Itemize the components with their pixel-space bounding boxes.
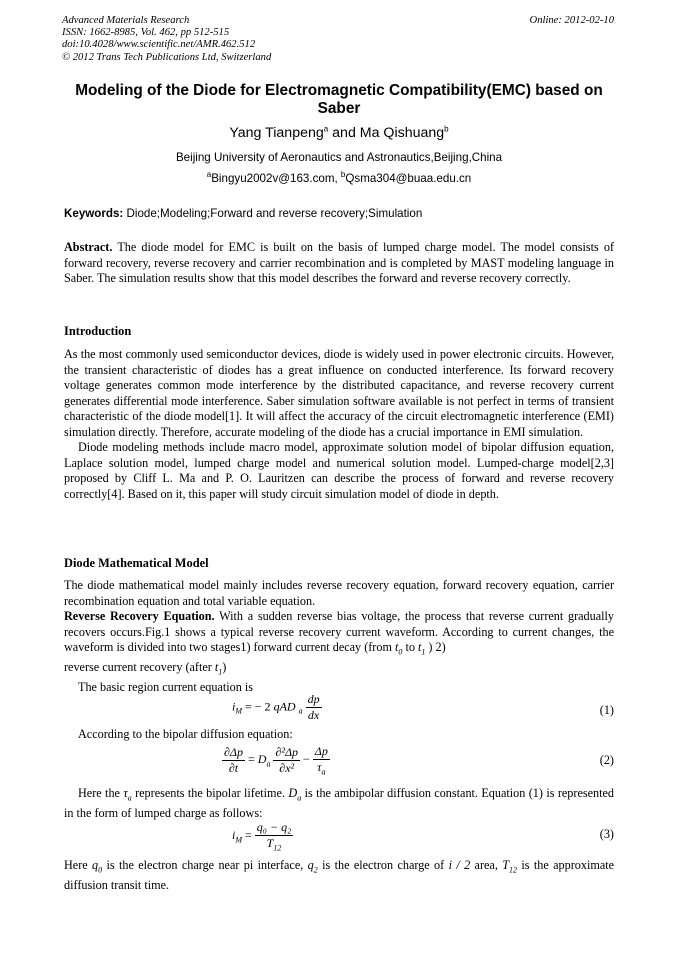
equation-1-number: (1): [599, 703, 614, 717]
eq3-T: T: [266, 836, 274, 850]
T12-sub: 12: [509, 865, 518, 875]
intro-paragraph-1: As the most commonly used semiconductor devices, diode is widely used in power electronic circuits. However, the transient characteristic of diodes has a great influence on conducted interference. Its forward recovery voltage generates common mode interference by the distributed capacitance, and reverse recovery current generates differential mode interference. Saber simulation software available is not perfect in terms of transient characteristic of the diode model[1]. It will affect the accuracy of the circuit electromagnetic interference (EMI) simulation directly. Therefore, accurate modeling of the diode has a crucial importance in EMI simulation.: [64, 347, 614, 439]
q2-symbol: q: [307, 858, 314, 872]
eq1-lhs: i: [232, 699, 236, 714]
email-b-sup: b: [340, 170, 346, 180]
eq2-equals: =: [247, 751, 255, 766]
eq1-qad: qAD: [273, 699, 296, 714]
tau-sub: a: [127, 793, 132, 803]
keywords-text: Diode;Modeling;Forward and reverse recovery;Simulation: [123, 207, 423, 220]
eq2-lhs: [222, 745, 245, 776]
email-a-sup: a: [206, 170, 212, 180]
eq2-rhs-num: Δp: [314, 744, 328, 758]
rre-text: With a sudden reverse bias voltage, the process that reverse current gradually recovers occurs.Fig.1 shows a typical reverse recovery current waveform. According to current changes, the waveform is divided into two stages1) forward current decay (from: [64, 609, 615, 654]
eq2-tau: τ: [317, 760, 322, 774]
eq3-den: [255, 836, 293, 852]
here2-e: is the approximate diffusion transit time.: [64, 858, 615, 892]
eq1-fraction: [306, 692, 322, 723]
keywords-label: Keywords:: [64, 207, 124, 220]
math-paragraph-1: The diode mathematical model mainly includes reverse recovery equation, forward recovery equation, carrier recombination equation and total variable equation.: [64, 578, 614, 608]
line2-text: reverse current recovery (after: [64, 659, 215, 674]
eq1-lhs-sub: M: [235, 706, 243, 716]
eq2-minus: −: [303, 751, 310, 766]
here1-c: is the ambipolar diffusion constant. Equation (1) is represented in the form of lumped charge as follows:: [64, 786, 614, 820]
eq3-T-sub: 12: [273, 843, 282, 853]
abstract-text: The diode model for EMC is built on the basis of lumped charge model. The model consists of forward recovery, reverse recovery and carrier recombination and is completed by MAST modeling language in Saber. The simulation results show that this model describes the forward and reverse recovery correctly.: [64, 240, 614, 285]
bipolar-intro: According to the bipolar diffusion equation:: [78, 727, 293, 741]
T12-symbol: T: [502, 858, 510, 872]
rre-paragraph: [64, 609, 614, 660]
keywords: [64, 207, 422, 220]
intro-paragraph-2: Diode modeling methods include macro model, approximate solution model of bipolar diffusion equation, Laplace solution model, lumped charge model and numerical solution model. Lumped-charge model[2,3] proposed by Cliff L. Ma and P. O. Lauritzen can describe the process of forward and reverse recovery correctly[4]. Based on it, this paper will study circuit simulation model of diode in depth.: [64, 440, 614, 501]
basic-eq-intro: The basic region current equation is: [78, 679, 253, 694]
math-model-body: [64, 578, 614, 695]
stage2-text: ) 2): [425, 640, 446, 654]
equation-1: [232, 692, 322, 723]
equation-3: [232, 820, 293, 852]
t0-symbol: t: [395, 640, 399, 654]
eq3-num: q₀ − q₂: [256, 820, 292, 834]
here2-b: is the electron charge near pi interface,: [102, 858, 308, 872]
here1-a: Here the: [78, 786, 124, 800]
eq3-fraction: [255, 820, 293, 852]
author-2: Ma Qishuang: [359, 125, 445, 141]
to-word: to: [402, 640, 418, 654]
t1-sub: 1: [421, 647, 426, 657]
email-b: Qsma304@buaa.edu.cn: [345, 172, 472, 185]
here2-d: area,: [470, 858, 503, 872]
eq2-rhs: [313, 744, 330, 776]
tau-symbol: τ: [123, 786, 128, 800]
doi-line: doi:10.4028/www.scientific.net/AMR.462.512: [62, 39, 256, 51]
eq2-tau-sub: a: [321, 767, 326, 777]
q0-symbol: q: [92, 858, 99, 872]
copyright-line: © 2012 Trans Tech Publications Ltd, Switzerland: [62, 51, 272, 63]
here2-a: Here: [64, 858, 93, 872]
rre-line-2: [64, 660, 614, 680]
equation-3-number: (3): [599, 827, 614, 841]
Da-symbol: D: [288, 786, 298, 800]
eq2-rhs-den: [313, 760, 330, 776]
abstract-label: Abstract.: [64, 240, 113, 254]
eq2-lhs-num: ∂Δp: [224, 744, 243, 759]
q2-sub: 2: [313, 865, 318, 875]
author-line: [0, 125, 678, 141]
eq3-lhs-sub: M: [235, 835, 243, 845]
introduction-body: [64, 347, 614, 502]
equation-2-number: (2): [599, 753, 614, 767]
introduction-heading: Introduction: [64, 324, 132, 338]
math-model-heading: Diode Mathematical Model: [64, 556, 209, 570]
eq2-mid-num: ∂²Δp: [275, 744, 299, 759]
eq2-mid-den: ∂x²: [279, 760, 295, 775]
issn-line: ISSN: 1662-8985, Vol. 462, pp 512-515: [62, 27, 230, 39]
i-over-2: i / 2: [448, 858, 471, 872]
q0-sub: 0: [98, 865, 103, 875]
eq2-mid: [273, 745, 300, 776]
paper-title: Modeling of the Diode for Electromagnetic Compatibility(EMC) based on Saber: [75, 82, 603, 117]
email-a: Bingyu2002v@163.com,: [211, 172, 341, 185]
author-and: and: [328, 125, 360, 141]
t0-sub: 0: [398, 647, 403, 657]
here1-b: represents the bipolar lifetime.: [131, 786, 289, 800]
equation-2: [222, 744, 330, 776]
journal-header: [62, 15, 271, 64]
eq3-equals: =: [245, 827, 252, 842]
eq2-D: D: [257, 751, 267, 766]
eq1-den: dx: [307, 708, 320, 722]
t1-symbol: t: [417, 640, 422, 654]
eq2-lhs-den: ∂t: [228, 760, 239, 775]
journal-name: Advanced Materials Research: [62, 15, 190, 26]
here2-c: is the electron charge of: [317, 858, 449, 872]
email-line: [0, 172, 678, 185]
here-paragraph-1: [64, 786, 614, 821]
author-1-sup: a: [323, 124, 329, 134]
eq1-rhs-pre: = − 2: [245, 699, 271, 714]
line2-close: ): [222, 659, 227, 674]
author-1: Yang Tianpeng: [229, 125, 324, 141]
author-2-sup: b: [444, 124, 449, 134]
eq2-D-sub: a: [266, 759, 271, 769]
line2-t1: t: [214, 659, 219, 674]
rre-label: Reverse Recovery Equation.: [64, 609, 215, 623]
eq1-a-sub: a: [298, 706, 303, 716]
abstract: [64, 240, 614, 287]
eq3-lhs: i: [232, 827, 236, 842]
online-date: Online: 2012-02-10: [529, 15, 614, 26]
Da-sub: a: [297, 793, 302, 803]
affiliation: Beijing University of Aeronautics and Astronautics,Beijing,China: [175, 151, 503, 164]
line2-t1-sub: 1: [218, 667, 223, 677]
eq1-num: dp: [307, 692, 320, 706]
here-paragraph-2: [64, 858, 614, 893]
